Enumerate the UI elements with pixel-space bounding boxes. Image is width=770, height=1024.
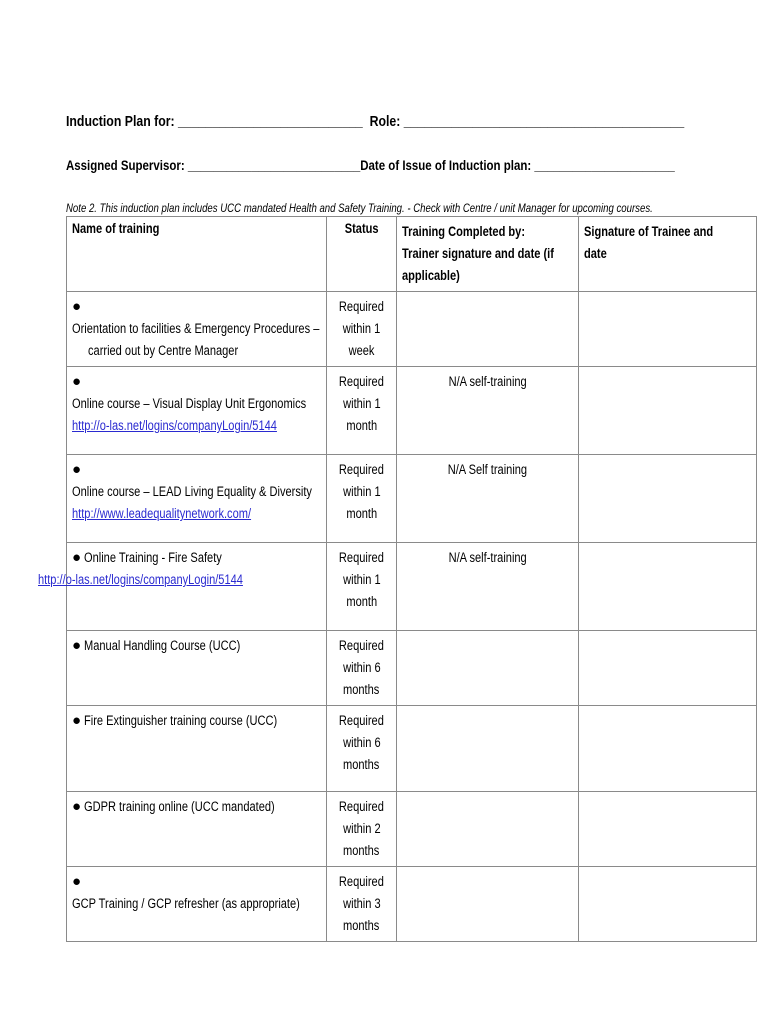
- status-cell: Required within 2 months: [327, 792, 397, 867]
- training-name-cell: ● GDPR training online (UCC mandated): [67, 792, 327, 867]
- induction-table: [38, 216, 757, 942]
- completed-by-cell[interactable]: [397, 706, 579, 792]
- trainee-signature-cell[interactable]: [579, 792, 757, 867]
- table-row: [67, 292, 757, 367]
- table-row: [67, 543, 757, 631]
- header-name-of-training: Name of training: [67, 217, 327, 292]
- table-row: [67, 367, 757, 455]
- training-link[interactable]: http://www.leadequalitynetwork.com/: [72, 506, 252, 521]
- header-training-completed: Training Completed by: Trainer signature and date (if applicable): [397, 217, 579, 292]
- completed-by-cell[interactable]: [397, 792, 579, 867]
- training-link[interactable]: http://o-las.net/logins/companyLogin/5144: [38, 572, 243, 587]
- header-status: Status: [327, 217, 397, 292]
- table-header-row: [67, 217, 757, 292]
- trainee-signature-cell[interactable]: [579, 543, 757, 631]
- status-cell: Required within 6 months: [327, 631, 397, 706]
- table-row: [67, 455, 757, 543]
- bullet-icon: ●: [72, 712, 82, 729]
- table-row: [67, 792, 757, 867]
- training-name-cell: ● Manual Handling Course (UCC): [67, 631, 327, 706]
- status-cell: Required within 6 months: [327, 706, 397, 792]
- trainee-signature-cell[interactable]: [579, 455, 757, 543]
- training-name-cell: ●Orientation to facilities & Emergency Procedures – carried out by Centre Manager: [67, 292, 327, 367]
- trainee-signature-cell[interactable]: [579, 367, 757, 455]
- bullet-icon: ●: [72, 373, 82, 390]
- date-of-issue-field[interactable]: Date of Issue of Induction plan: ______________________: [360, 157, 675, 173]
- table-row: [67, 631, 757, 706]
- completed-by-cell[interactable]: [397, 867, 579, 942]
- trainee-signature-cell[interactable]: [579, 867, 757, 942]
- training-name-cell: ●GCP Training / GCP refresher (as appropriate): [67, 867, 327, 942]
- training-name-cell: ● Online Training - Fire Safety http://o-las.net/logins/companyLogin/5144: [67, 543, 327, 631]
- completed-by-cell[interactable]: N/A Self training: [397, 455, 579, 543]
- bullet-icon: ●: [72, 549, 82, 566]
- completed-by-cell[interactable]: N/A self-training: [397, 543, 579, 631]
- plan-for-field[interactable]: Induction Plan for: ___________________________: [66, 113, 363, 130]
- role-field[interactable]: Role: _________________________________________: [369, 113, 685, 130]
- header-trainee-signature: Signature of Trainee and date: [579, 217, 757, 292]
- note-text: Note 2. This induction plan includes UCC mandated Health and Safety Training. - Check with Centre / unit Manager for upcoming courses.: [66, 201, 653, 215]
- supervisor-field[interactable]: Assigned Supervisor: ___________________________: [66, 157, 361, 173]
- status-cell: Required within 3 months: [327, 867, 397, 942]
- completed-by-cell[interactable]: N/A self-training: [397, 367, 579, 455]
- training-name-cell: ●Online course – LEAD Living Equality & Diversity http://www.leadequalitynetwork.com/: [67, 455, 327, 543]
- completed-by-cell[interactable]: [397, 292, 579, 367]
- status-cell: Required within 1 week: [327, 292, 397, 367]
- table-row: [67, 706, 757, 792]
- trainee-signature-cell[interactable]: [579, 292, 757, 367]
- status-cell: Required within 1 month: [327, 543, 397, 631]
- bullet-icon: ●: [72, 873, 82, 890]
- status-cell: Required within 1 month: [327, 455, 397, 543]
- training-link[interactable]: http://o-las.net/logins/companyLogin/5144: [72, 418, 277, 433]
- supervisor-line: [66, 157, 675, 173]
- status-cell: Required within 1 month: [327, 367, 397, 455]
- trainee-signature-cell[interactable]: [579, 631, 757, 706]
- training-name-cell: ● Fire Extinguisher training course (UCC): [67, 706, 327, 792]
- bullet-icon: ●: [72, 298, 82, 315]
- induction-plan-line: [66, 113, 684, 130]
- trainee-signature-cell[interactable]: [579, 706, 757, 792]
- completed-by-cell[interactable]: [397, 631, 579, 706]
- training-name-cell: ●Online course – Visual Display Unit Ergonomics http://o-las.net/logins/companyLogin/5144: [67, 367, 327, 455]
- bullet-icon: ●: [72, 461, 82, 478]
- bullet-icon: ●: [72, 798, 82, 815]
- bullet-icon: ●: [72, 637, 82, 654]
- table-row: [67, 867, 757, 942]
